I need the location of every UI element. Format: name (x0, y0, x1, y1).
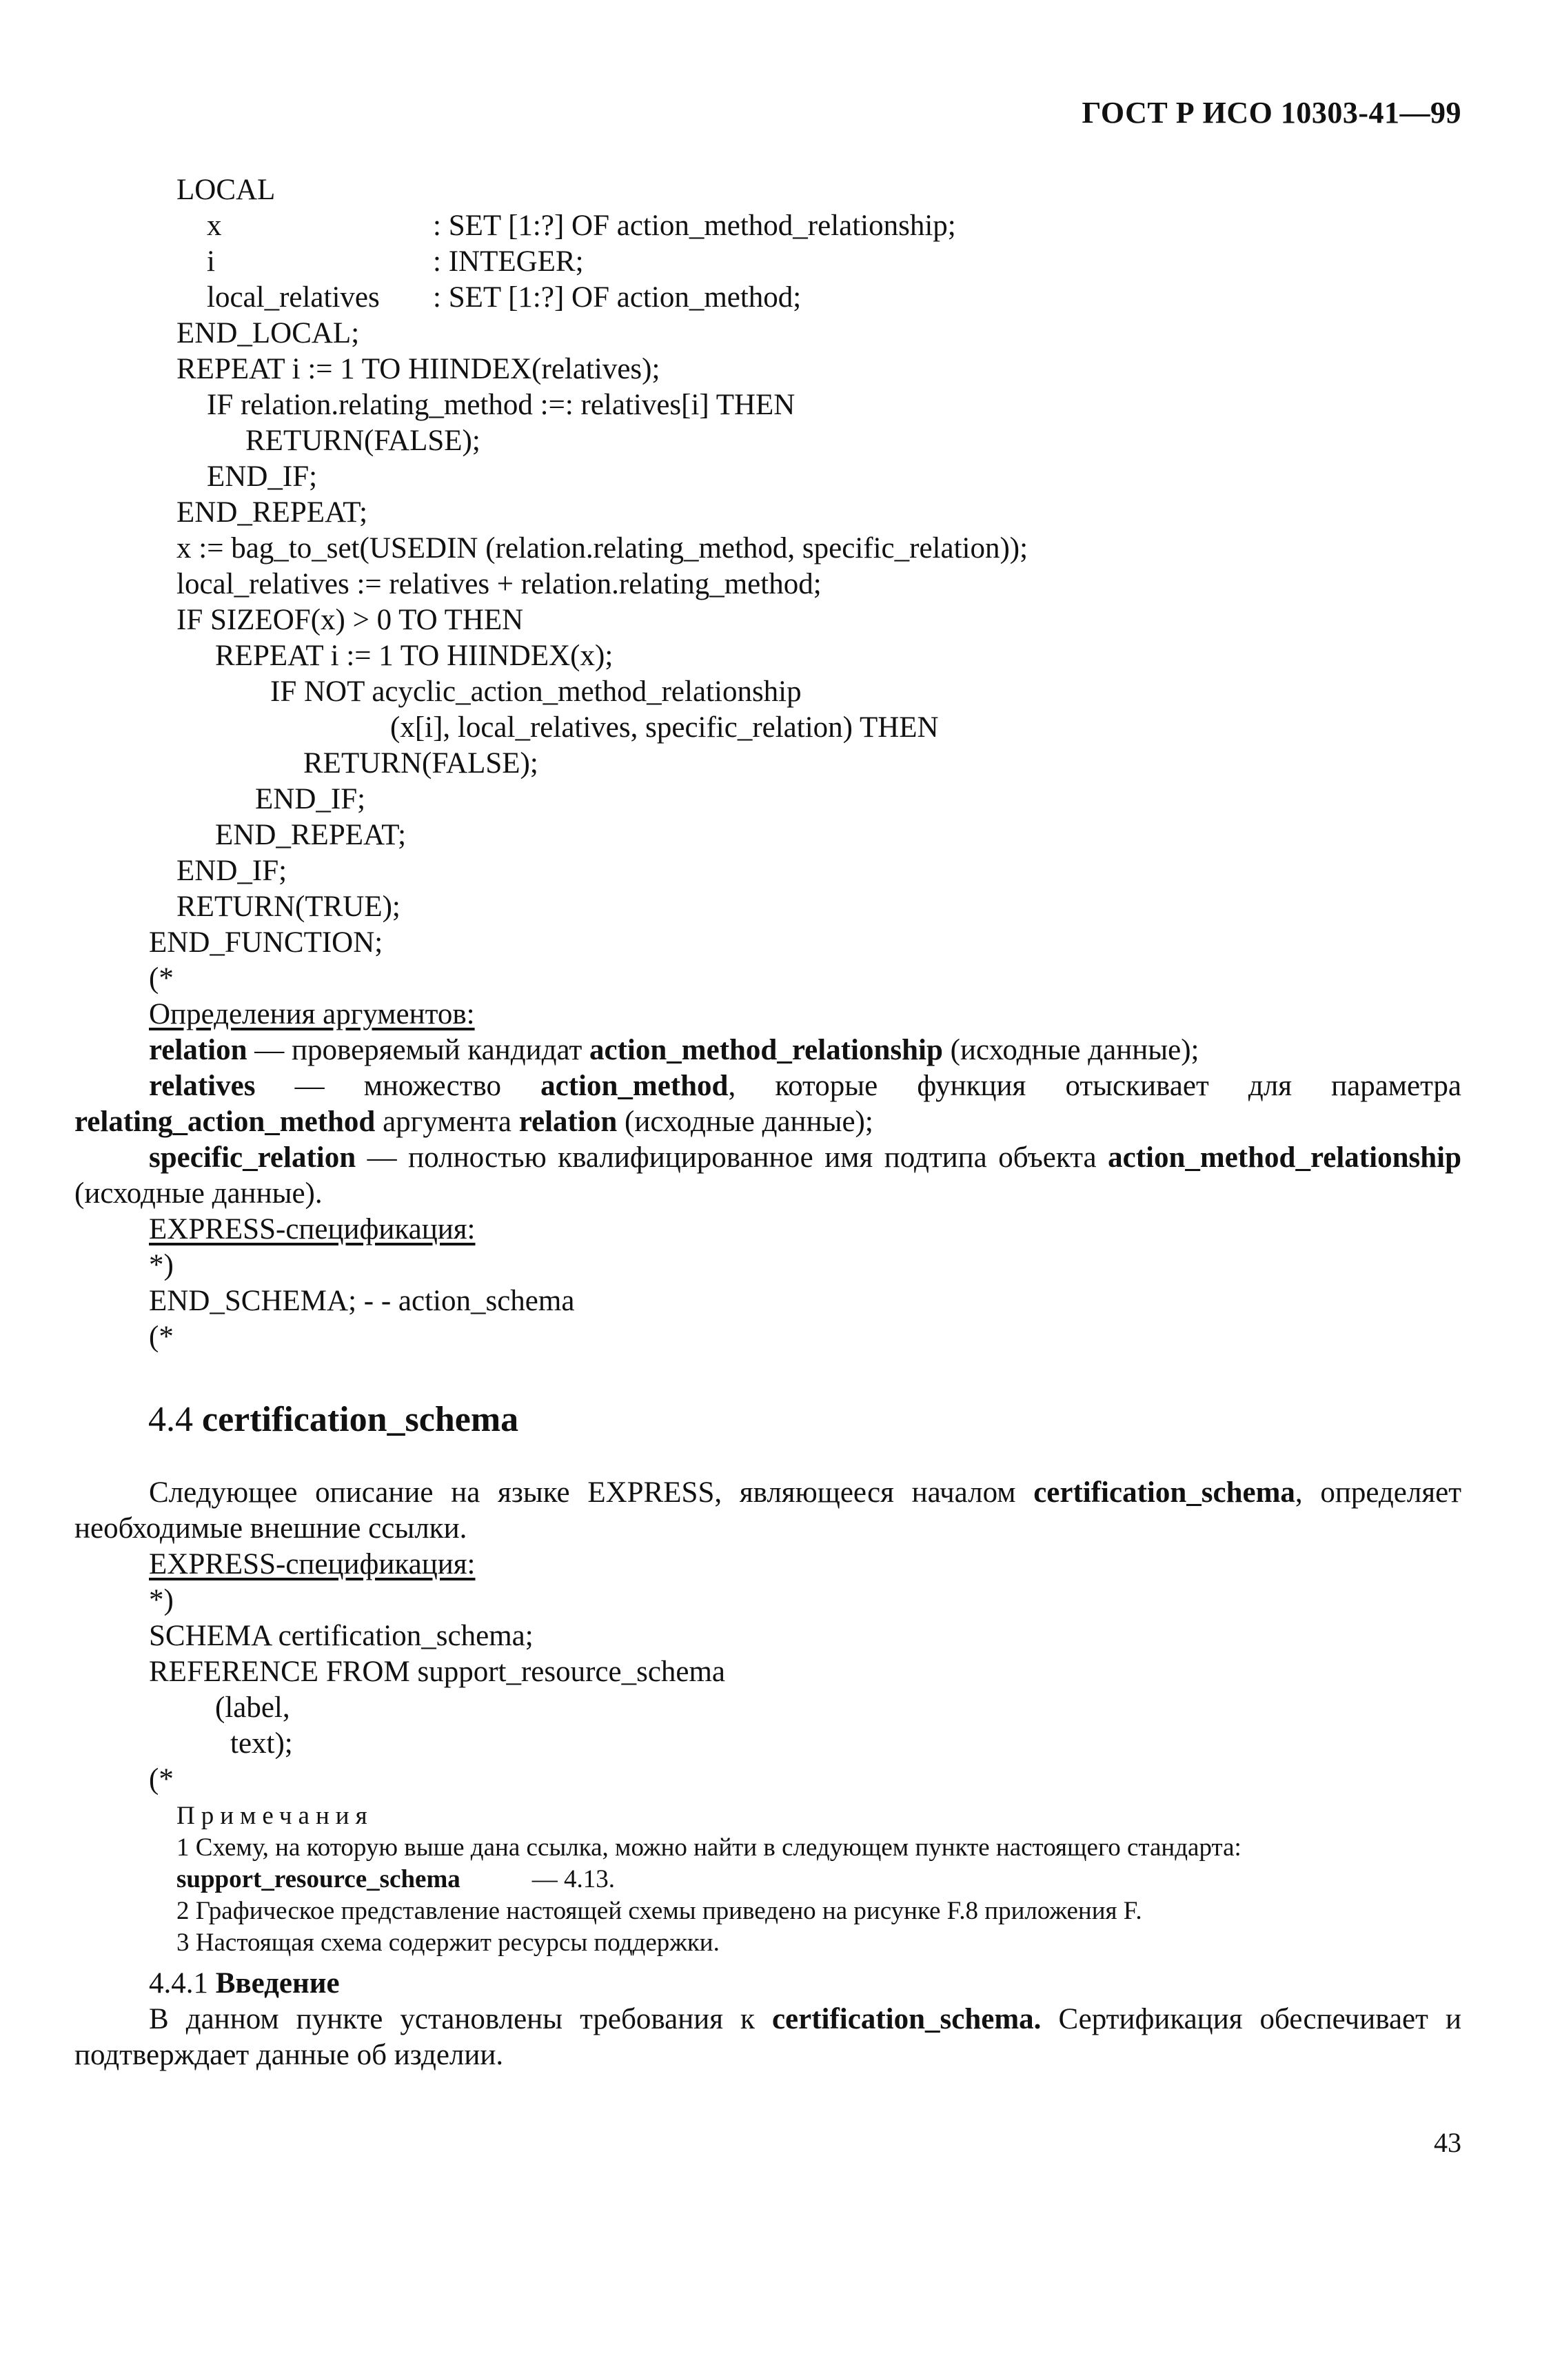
term: action_method (540, 1070, 729, 1102)
code-line: END_FUNCTION; (149, 926, 383, 959)
code-line: (* (149, 962, 174, 995)
code-line: RETURN(TRUE); (176, 891, 401, 923)
code-line: (x[i], local_relatives, specific_relation) THEN (390, 711, 939, 744)
subsection-heading (149, 1966, 340, 2002)
code-line: (* (149, 1321, 174, 1353)
express-heading: EXPRESS-спецификация: (149, 1548, 476, 1580)
code-line: *) (149, 1584, 174, 1616)
code-line: RETURN(FALSE); (303, 747, 538, 780)
term: relation (518, 1106, 618, 1138)
term: certification_schema. (771, 2003, 1042, 2035)
text: , определяет необходимые внешние ссылки. (74, 1476, 1462, 1545)
note-1-ref (176, 1864, 615, 1895)
code-line: i (207, 245, 215, 278)
code-line: END_IF; (255, 783, 366, 815)
express-heading: EXPRESS-спецификация: (149, 1213, 476, 1245)
text: (исходные данные); (617, 1106, 873, 1138)
code-line: LOCAL (176, 174, 276, 206)
subsection-title: Введение (215, 1967, 340, 2000)
code-line: : INTEGER; (433, 245, 584, 278)
term: relatives (149, 1070, 256, 1102)
arg-relatives (74, 1068, 1461, 1140)
note-3: 3 Настоящая схема содержит ресурсы поддержки. (176, 1929, 720, 1957)
code-line: : SET [1:?] OF action_method_relationship; (433, 210, 956, 242)
code-line: REPEAT i := 1 TO HIINDEX(x); (215, 640, 614, 672)
arg-specific-relation (74, 1140, 1461, 1212)
subsection-text (74, 2002, 1461, 2073)
text: (исходные данные); (942, 1034, 1199, 1066)
document-header: ГОСТ Р ИСО 10303-41—99 (1082, 96, 1461, 130)
section-title: certification_schema (202, 1400, 519, 1439)
code-line: : SET [1:?] OF action_method; (433, 281, 802, 314)
subsection-number: 4.4.1 (149, 1967, 208, 2000)
code-line: IF SIZEOF(x) > 0 TO THEN (176, 604, 524, 636)
page-number: 43 (1434, 2127, 1461, 2158)
term: action_method_relationship (1108, 1141, 1461, 1174)
text: В данном пункте установлены требования к (149, 2003, 772, 2035)
section-heading (148, 1399, 518, 1440)
code-line: x := bag_to_set(USEDIN (relation.relating_method, specific_relation)); (176, 532, 1028, 565)
arg-relation (149, 1033, 1199, 1068)
code-line: END_LOCAL; (176, 317, 360, 349)
text: — проверяемый кандидат (247, 1034, 590, 1066)
text: Сертификация обеспечивает и подтверждает данные об изделии. (74, 2003, 1461, 2071)
code-line: SCHEMA certification_schema; (149, 1620, 534, 1652)
notes-heading: Примечания (176, 1802, 374, 1830)
code-line: local_relatives := relatives + relation.relating_method; (176, 568, 822, 600)
text: аргумента (375, 1106, 519, 1138)
code-line: END_IF; (176, 855, 287, 887)
code-line: END_REPEAT; (215, 819, 407, 851)
section-intro (74, 1475, 1461, 1547)
code-line: x (207, 210, 222, 242)
code-line: *) (149, 1249, 174, 1281)
code-line: REPEAT i := 1 TO HIINDEX(relatives); (176, 353, 660, 385)
term: relation (149, 1034, 247, 1066)
code-line: END_SCHEMA; - - action_schema (149, 1285, 575, 1317)
code-line: (label, (215, 1691, 290, 1724)
code-line: REFERENCE FROM support_resource_schema (149, 1656, 726, 1688)
note-2: 2 Графическое представление настоящей схемы приведено на рисунке F.8 приложения F. (176, 1897, 1142, 1925)
code-line: (* (149, 1763, 174, 1796)
text: , которые функция отыскивает для параметра (728, 1070, 1461, 1102)
term: relating_action_method (74, 1106, 376, 1138)
term: action_method_relationship (589, 1034, 943, 1066)
code-line: IF NOT acyclic_action_method_relationship (270, 675, 802, 708)
code-line: text); (230, 1727, 293, 1760)
text: — 4.13. (531, 1865, 616, 1893)
code-line: END_REPEAT; (176, 496, 368, 529)
text: — полностью квалифицированное имя подтипа объекта (356, 1141, 1108, 1174)
text: (исходные данные). (74, 1177, 323, 1210)
note-1: 1 Схему, на которую выше дана ссылка, можно найти в следующем пункте настоящего стандарта: (176, 1833, 1241, 1862)
code-line: local_relatives (207, 281, 380, 314)
code-line: END_IF; (207, 460, 318, 493)
section-number: 4.4 (148, 1400, 193, 1439)
code-line: IF relation.relating_method :=: relatives[i] THEN (207, 389, 795, 421)
args-heading: Определения аргументов: (149, 998, 475, 1030)
text: — множество (255, 1070, 541, 1102)
term: support_resource_schema (176, 1865, 460, 1893)
text: Следующее описание на языке EXPRESS, являющееся началом (149, 1476, 1034, 1509)
term: specific_relation (149, 1141, 356, 1174)
term: certification_schema (1033, 1476, 1295, 1509)
code-line: RETURN(FALSE); (245, 425, 480, 457)
